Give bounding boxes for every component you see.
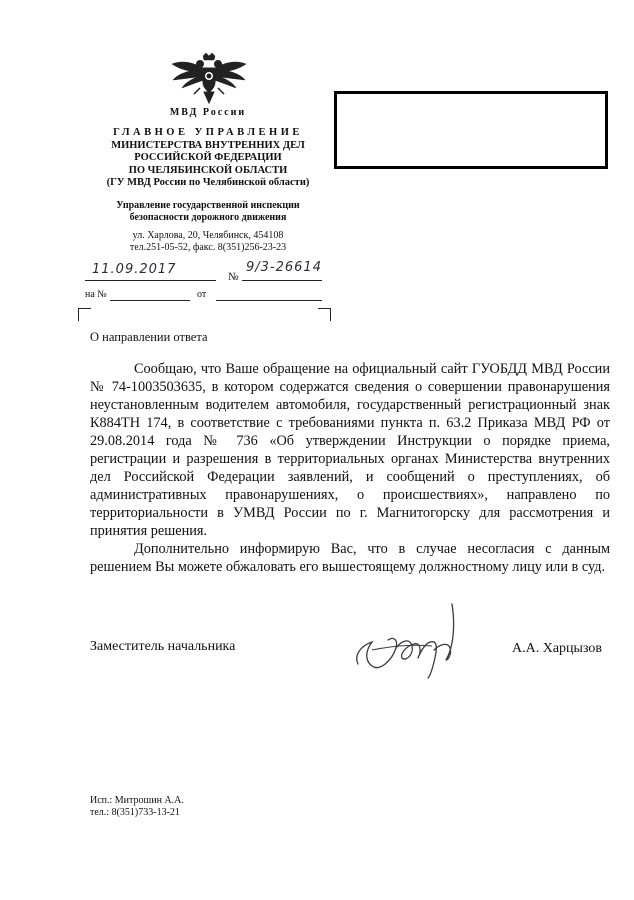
- organization-name: [78, 127, 338, 190]
- subject-corner-left: [78, 308, 91, 321]
- signer-name: А.А. Харцызов: [512, 641, 603, 656]
- handwritten-signature-icon: [352, 600, 470, 680]
- executor-name: Исп.: Митрошин А.А.: [90, 795, 184, 806]
- letter-body: [90, 360, 610, 576]
- org-line-5: (ГУ МВД России по Челябинской области): [106, 177, 310, 188]
- dept-line-1: Управление государственной инспекции: [116, 200, 300, 211]
- body-paragraph-1: Сообщаю, что Ваше обращение на официальный сайт ГУОБДД МВД России № 74-1003503635, в котором содержатся сведения о совершении правонарушения неустановленным водителем автомобиля, государственный регистрационный знак К884ТН 174, в соответствие с требованиями пункта п. 63.2 Приказа МВД РФ от 29.08.2014 года № 736 «Об утверждении Инструкции о порядке приема, регистрации и разрешения в территориальных органах Министерства внутренних дел Российской Федерации заявлений, и сообщений о преступлениях, об административных правонарушениях, о происшествиях», направлено по территориальности в УМВД России по г. Магнитогорску для рассмотрения и принятия решения.: [90, 361, 610, 539]
- ref-number-label: на №: [85, 289, 107, 300]
- address-line: ул. Харлова, 20, Челябинск, 454108: [132, 230, 284, 241]
- subject-corner-right: [318, 308, 331, 321]
- phone-fax-line: тел.251-05-52, факс. 8(351)256-23-23: [129, 242, 287, 253]
- org-line-4: ПО ЧЕЛЯБИНСКОЙ ОБЛАСТИ: [128, 164, 288, 176]
- department-name: [78, 200, 338, 224]
- address-block: [78, 230, 338, 254]
- org-line-3: РОССИЙСКОЙ ФЕДЕРАЦИИ: [134, 152, 282, 163]
- number-label: №: [228, 271, 239, 283]
- registration-date: 11.09.2017: [92, 262, 177, 277]
- number-underline: [242, 280, 322, 281]
- dept-line-2: безопасности дорожного движения: [129, 212, 287, 223]
- executor-phone: тел.: 8(351)733-13-21: [90, 807, 180, 818]
- org-line-2: МИНИСТЕРСТВА ВНУТРЕННИХ ДЕЛ: [111, 139, 305, 151]
- ref-date-line: [216, 300, 322, 301]
- registration-number: 9/3-26614: [246, 260, 322, 275]
- ref-from-label: от: [197, 289, 207, 300]
- ministry-short-name: МВД России: [169, 107, 247, 118]
- executor-info: [90, 795, 184, 819]
- body-paragraph-2: Дополнительно информирую Вас, что в случае несогласия с данным решением Вы можете обжаловать его вышестоящему должностному лицу или в суд.: [90, 541, 610, 575]
- signer-role: Заместитель начальника: [90, 639, 236, 654]
- subject-line: О направлении ответа: [90, 330, 208, 344]
- double-headed-eagle-icon: [170, 52, 248, 104]
- org-line-1: ГЛАВНОЕ УПРАВЛЕНИЕ: [113, 127, 303, 138]
- date-underline: [85, 280, 216, 281]
- redacted-recipient-box: [334, 91, 608, 169]
- ref-number-line: [110, 300, 190, 301]
